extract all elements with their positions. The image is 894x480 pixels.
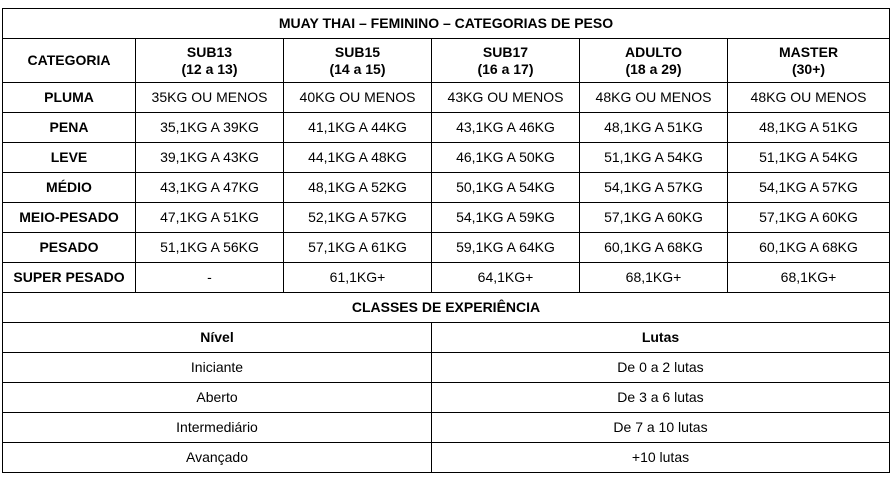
category-cell: SUPER PESADO xyxy=(3,263,136,293)
experience-title: CLASSES DE EXPERIÊNCIA xyxy=(3,293,890,323)
age-group-header xyxy=(284,39,432,83)
weight-cell: 54,1KG A 57KG xyxy=(728,173,890,203)
weight-cell: 60,1KG A 68KG xyxy=(728,233,890,263)
level-cell: Avançado xyxy=(3,443,432,473)
weight-cell: 43,1KG A 47KG xyxy=(136,173,284,203)
weight-category-sheet xyxy=(2,8,890,473)
weight-cell: 48KG OU MENOS xyxy=(580,83,728,113)
fights-cell: De 0 a 2 lutas xyxy=(432,353,890,383)
age-group-name: ADULTO xyxy=(624,43,683,60)
fights-header: Lutas xyxy=(432,323,890,353)
weight-cell: 54,1KG A 59KG xyxy=(432,203,580,233)
weight-cell: 61,1KG+ xyxy=(284,263,432,293)
category-cell: PLUMA xyxy=(3,83,136,113)
experience-row xyxy=(3,353,890,383)
age-group-header xyxy=(728,39,890,83)
age-group-range: (30+) xyxy=(791,60,826,77)
table-row xyxy=(3,113,890,143)
category-cell: PENA xyxy=(3,113,136,143)
experience-row xyxy=(3,443,890,473)
header-row xyxy=(3,39,890,83)
weight-cell: 46,1KG A 50KG xyxy=(432,143,580,173)
experience-table xyxy=(2,292,890,473)
age-group-name: SUB17 xyxy=(482,43,529,60)
weight-cell: - xyxy=(136,263,284,293)
weight-cell: 41,1KG A 44KG xyxy=(284,113,432,143)
age-group-range: (12 a 13) xyxy=(181,60,238,77)
weight-cell: 57,1KG A 61KG xyxy=(284,233,432,263)
category-cell: LEVE xyxy=(3,143,136,173)
weight-cell: 64,1KG+ xyxy=(432,263,580,293)
weight-cell: 50,1KG A 54KG xyxy=(432,173,580,203)
weight-cell: 48,1KG A 51KG xyxy=(580,113,728,143)
age-group-header xyxy=(136,39,284,83)
table-row xyxy=(3,263,890,293)
category-cell: MEIO-PESADO xyxy=(3,203,136,233)
experience-header-row xyxy=(3,323,890,353)
weight-cell: 57,1KG A 60KG xyxy=(728,203,890,233)
weight-cell: 59,1KG A 64KG xyxy=(432,233,580,263)
weight-cell: 68,1KG+ xyxy=(580,263,728,293)
age-group-header xyxy=(432,39,580,83)
weight-cell: 48,1KG A 51KG xyxy=(728,113,890,143)
weight-cell: 52,1KG A 57KG xyxy=(284,203,432,233)
experience-title-row xyxy=(3,293,890,323)
weight-cell: 60,1KG A 68KG xyxy=(580,233,728,263)
weight-cell: 40KG OU MENOS xyxy=(284,83,432,113)
title-row xyxy=(3,9,890,39)
level-cell: Aberto xyxy=(3,383,432,413)
fights-cell: De 3 a 6 lutas xyxy=(432,383,890,413)
weight-cell: 43KG OU MENOS xyxy=(432,83,580,113)
weight-cell: 47,1KG A 51KG xyxy=(136,203,284,233)
fights-cell: De 7 a 10 lutas xyxy=(432,413,890,443)
level-header: Nível xyxy=(3,323,432,353)
weight-category-table xyxy=(2,8,890,293)
age-group-header xyxy=(580,39,728,83)
weight-cell: 68,1KG+ xyxy=(728,263,890,293)
category-cell: PESADO xyxy=(3,233,136,263)
weight-cell: 51,1KG A 54KG xyxy=(580,143,728,173)
weight-cell: 44,1KG A 48KG xyxy=(284,143,432,173)
category-header: CATEGORIA xyxy=(3,39,136,83)
table-row xyxy=(3,203,890,233)
table-row xyxy=(3,233,890,263)
table-title: MUAY THAI – FEMININO – CATEGORIAS DE PESO xyxy=(3,9,890,39)
weight-cell: 43,1KG A 46KG xyxy=(432,113,580,143)
weight-cell: 57,1KG A 60KG xyxy=(580,203,728,233)
age-group-name: SUB15 xyxy=(334,43,381,60)
age-group-name: SUB13 xyxy=(186,43,233,60)
weight-cell: 48KG OU MENOS xyxy=(728,83,890,113)
level-cell: Intermediário xyxy=(3,413,432,443)
fights-cell: +10 lutas xyxy=(432,443,890,473)
level-cell: Iniciante xyxy=(3,353,432,383)
age-group-name: MASTER xyxy=(778,43,839,60)
experience-row xyxy=(3,413,890,443)
weight-cell: 51,1KG A 56KG xyxy=(136,233,284,263)
weight-cell: 39,1KG A 43KG xyxy=(136,143,284,173)
table-row xyxy=(3,83,890,113)
weight-cell: 48,1KG A 52KG xyxy=(284,173,432,203)
table-row xyxy=(3,143,890,173)
weight-cell: 35,1KG A 39KG xyxy=(136,113,284,143)
weight-cell: 51,1KG A 54KG xyxy=(728,143,890,173)
weight-cell: 54,1KG A 57KG xyxy=(580,173,728,203)
weight-cell: 35KG OU MENOS xyxy=(136,83,284,113)
experience-row xyxy=(3,383,890,413)
category-cell: MÉDIO xyxy=(3,173,136,203)
age-group-range: (14 a 15) xyxy=(329,60,386,77)
table-row xyxy=(3,173,890,203)
age-group-range: (18 a 29) xyxy=(625,60,682,77)
age-group-range: (16 a 17) xyxy=(477,60,534,77)
